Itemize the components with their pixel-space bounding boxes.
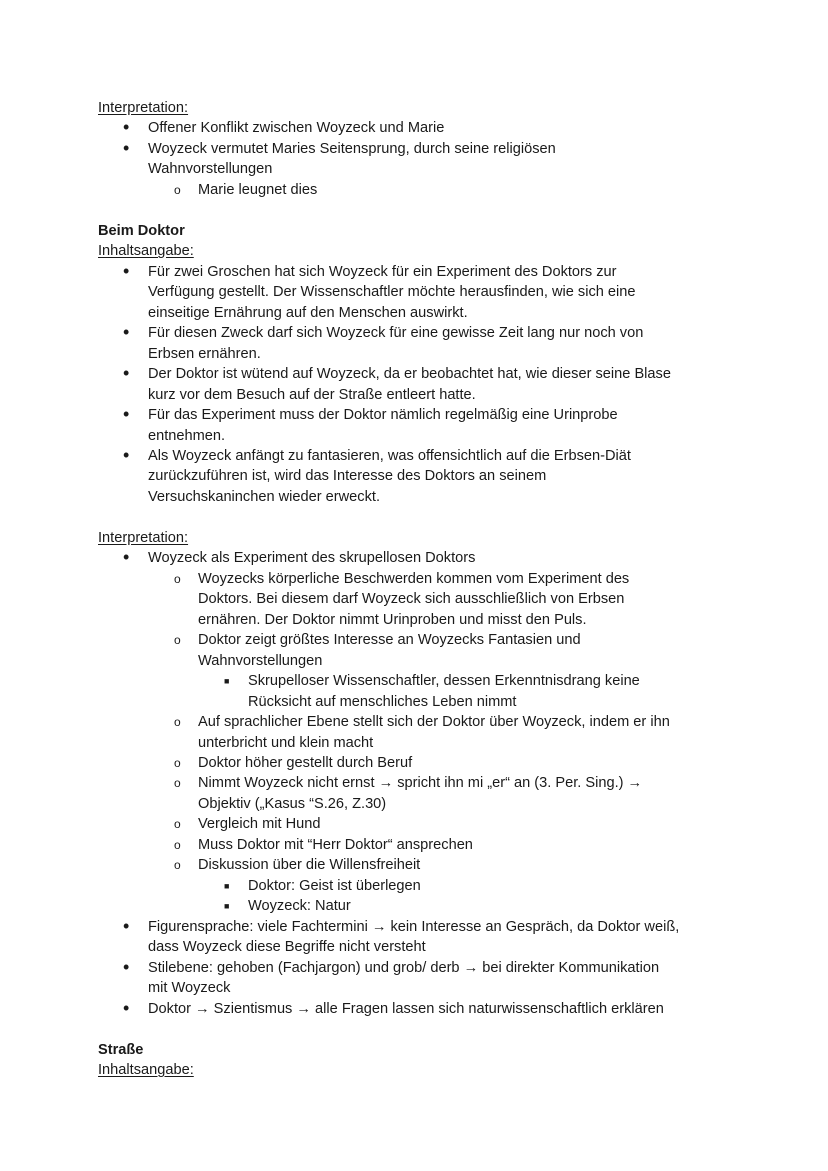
- list-item-level-1: [0, 446, 828, 507]
- text-line: [0, 98, 828, 118]
- text-line: [0, 1060, 828, 1080]
- text-line: [0, 814, 828, 834]
- list-item-text: Für diesen Zweck darf sich Woyzeck für eine gewisse Zeit lang nur noch von: [148, 325, 644, 342]
- text-line: [0, 159, 828, 179]
- text-line: [0, 896, 828, 916]
- text-line: [0, 344, 828, 364]
- list-item-text: Woyzecks körperliche Beschwerden kommen vom Experiment des: [198, 570, 630, 587]
- text-line: [0, 917, 828, 937]
- blank-line: [0, 507, 828, 527]
- list-item-level-3: [0, 876, 828, 896]
- text-line: [0, 1040, 828, 1060]
- list-item-level-1: [0, 323, 828, 364]
- list-item-text: Skrupelloser Wissenschaftler, dessen Erkenntnisdrang keine: [248, 673, 640, 690]
- subsection-label: [0, 98, 828, 118]
- list-item-text: Versuchskaninchen wieder erweckt.: [148, 488, 380, 505]
- text-line: [0, 426, 828, 446]
- bullet-icon: •: [123, 956, 130, 977]
- list-item-text: Woyzeck vermutet Maries Seitensprung, durch seine religiösen: [148, 140, 556, 157]
- text-line: [0, 487, 828, 507]
- list-item-level-2: [0, 835, 828, 855]
- list-item-text: Figurensprache: viele Fachtermini → kein Interesse an Gespräch, da Doktor weiß,: [148, 918, 680, 935]
- list-item-text: Als Woyzeck anfängt zu fantasieren, was offensichtlich auf die Erbsen-Diät: [148, 447, 631, 464]
- list-item-text: mit Woyzeck: [148, 980, 231, 997]
- text-line: [0, 733, 828, 753]
- subsection-label: [0, 1060, 828, 1080]
- bullet-icon: •: [123, 404, 130, 425]
- list-item-text: Doktor → Szientismus → alle Fragen lassen sich naturwissenschaftlich erklären: [148, 1000, 664, 1017]
- bullet-icon: •: [123, 322, 130, 343]
- label-text: Inhaltsangabe:: [98, 1062, 194, 1079]
- list-item-text: Rücksicht auf menschliches Leben nimmt: [248, 693, 517, 710]
- list-item-text: Wahnvorstellungen: [198, 652, 323, 669]
- list-item-level-3: [0, 896, 828, 916]
- list-item-text: entnehmen.: [148, 427, 226, 444]
- text-line: [0, 323, 828, 343]
- list-item-level-1: [0, 139, 828, 180]
- list-item-level-2: [0, 773, 828, 814]
- list-item-text: Vergleich mit Hund: [198, 816, 321, 833]
- text-line: [0, 712, 828, 732]
- bullet-icon: •: [123, 444, 130, 465]
- text-line: [0, 999, 828, 1019]
- list-item-level-3: [0, 671, 828, 712]
- bullet-icon: •: [123, 117, 130, 138]
- list-item-text: Nimmt Woyzeck nicht ernst → spricht ihn mi „er“ an (3. Per. Sing.) →: [198, 775, 643, 792]
- section-heading: [0, 221, 828, 241]
- list-item-text: Doktors. Bei diesem darf Woyzeck sich ausschließlich von Erbsen: [198, 591, 625, 608]
- text-line: [0, 528, 828, 548]
- list-item-level-1: [0, 958, 828, 999]
- bullet-icon: •: [123, 547, 130, 568]
- blank-line: [0, 1019, 828, 1039]
- text-line: [0, 303, 828, 323]
- subsection-label: [0, 241, 828, 261]
- list-item-text: Objektiv („Kasus “S.26, Z.30): [198, 795, 387, 812]
- circle-bullet-icon: o: [174, 837, 181, 852]
- list-item-text: Muss Doktor mit “Herr Doktor“ ansprechen: [198, 836, 473, 853]
- text-line: [0, 794, 828, 814]
- list-item-text: dass Woyzeck diese Begriffe nicht versteht: [148, 939, 426, 956]
- text-line: [0, 466, 828, 486]
- text-line: [0, 589, 828, 609]
- list-item-text: Wahnvorstellungen: [148, 161, 273, 178]
- list-item-level-2: [0, 180, 828, 200]
- circle-bullet-icon: o: [174, 817, 181, 832]
- heading-text: Beim Doktor: [98, 222, 185, 239]
- text-line: [0, 610, 828, 630]
- list-item-level-1: [0, 405, 828, 446]
- text-line: [0, 139, 828, 159]
- bullet-icon: •: [123, 260, 130, 281]
- text-line: [0, 221, 828, 241]
- list-item-level-1: [0, 999, 828, 1019]
- list-item-level-2: [0, 630, 828, 671]
- circle-bullet-icon: o: [174, 858, 181, 873]
- list-item-level-2: [0, 712, 828, 753]
- text-line: [0, 753, 828, 773]
- circle-bullet-icon: o: [174, 571, 181, 586]
- list-item-level-2: [0, 753, 828, 773]
- list-item-text: einseitige Ernährung auf den Menschen auswirkt.: [148, 304, 468, 321]
- list-item-text: Der Doktor ist wütend auf Woyzeck, da er beobachtet hat, wie dieser seine Blase: [148, 366, 671, 383]
- text-line: [0, 118, 828, 138]
- text-line: [0, 262, 828, 282]
- list-item-level-2: [0, 855, 828, 875]
- text-line: [0, 876, 828, 896]
- square-bullet-icon: ■: [224, 880, 230, 891]
- list-item-text: Für das Experiment muss der Doktor nämlich regelmäßig eine Urinprobe: [148, 407, 618, 424]
- text-line: [0, 282, 828, 302]
- text-line: [0, 548, 828, 568]
- text-line: [0, 364, 828, 384]
- circle-bullet-icon: o: [174, 633, 181, 648]
- circle-bullet-icon: o: [174, 776, 181, 791]
- list-item-text: Stilebene: gehoben (Fachjargon) und grob/ derb → bei direkter Kommunikation: [148, 959, 660, 976]
- list-item-text: Doktor zeigt größtes Interesse an Woyzecks Fantasien und: [198, 632, 581, 649]
- list-item-text: Woyzeck als Experiment des skrupellosen Doktors: [148, 550, 476, 567]
- list-item-text: Auf sprachlicher Ebene stellt sich der Doktor über Woyzeck, indem er ihn: [198, 714, 670, 731]
- text-line: [0, 937, 828, 957]
- blank-line: [0, 200, 828, 220]
- list-item-level-1: [0, 917, 828, 958]
- list-item-text: Für zwei Groschen hat sich Woyzeck für ein Experiment des Doktors zur: [148, 263, 617, 280]
- list-item-text: Diskussion über die Willensfreiheit: [198, 857, 421, 874]
- list-item-text: Verfügung gestellt. Der Wissenschaftler möchte herausfinden, wie sich eine: [148, 284, 636, 301]
- bullet-icon: •: [123, 363, 130, 384]
- label-text: Interpretation:: [98, 100, 189, 116]
- list-item-text: Woyzeck: Natur: [248, 898, 351, 915]
- list-item-text: ernähren. Der Doktor nimmt Urinproben und misst den Puls.: [198, 611, 587, 628]
- list-item-level-1: [0, 548, 828, 568]
- bullet-icon: •: [123, 915, 130, 936]
- heading-text: Straße: [98, 1041, 144, 1058]
- list-item-text: Doktor höher gestellt durch Beruf: [198, 755, 413, 771]
- list-item-text: Marie leugnet dies: [198, 181, 318, 198]
- text-line: [0, 773, 828, 793]
- list-item-level-2: [0, 814, 828, 834]
- list-item-level-1: [0, 262, 828, 323]
- text-line: [0, 446, 828, 466]
- square-bullet-icon: ■: [224, 901, 230, 912]
- text-line: [0, 180, 828, 200]
- list-item-level-1: [0, 118, 828, 138]
- text-line: [0, 405, 828, 425]
- label-text: Interpretation:: [98, 529, 189, 546]
- text-line: [0, 855, 828, 875]
- list-item-text: zurückzuführen ist, wird das Interesse des Doktors an seinem: [148, 468, 547, 485]
- bullet-icon: •: [123, 137, 130, 158]
- list-item-text: Doktor: Geist ist überlegen: [248, 877, 421, 894]
- subsection-label: [0, 528, 828, 548]
- text-line: [0, 692, 828, 712]
- list-item-text: unterbricht und klein macht: [198, 734, 374, 751]
- text-line: [0, 671, 828, 691]
- list-item-text: Offener Konflikt zwischen Woyzeck und Marie: [148, 120, 445, 137]
- document-page: [0, 98, 828, 1081]
- circle-bullet-icon: o: [174, 715, 181, 730]
- circle-bullet-icon: o: [174, 756, 181, 770]
- section-heading: [0, 1040, 828, 1060]
- square-bullet-icon: ■: [224, 676, 230, 687]
- text-line: [0, 569, 828, 589]
- text-line: [0, 630, 828, 650]
- text-line: [0, 651, 828, 671]
- list-item-level-2: [0, 569, 828, 630]
- text-line: [0, 385, 828, 405]
- text-line: [0, 958, 828, 978]
- list-item-text: kurz vor dem Besuch auf der Straße entleert hatte.: [148, 386, 476, 403]
- bullet-icon: •: [123, 997, 130, 1018]
- text-line: [0, 978, 828, 998]
- list-item-level-1: [0, 364, 828, 405]
- label-text: Inhaltsangabe:: [98, 243, 194, 260]
- text-line: [0, 835, 828, 855]
- list-item-text: Erbsen ernähren.: [148, 345, 261, 362]
- text-line: [0, 241, 828, 261]
- circle-bullet-icon: o: [174, 182, 181, 197]
